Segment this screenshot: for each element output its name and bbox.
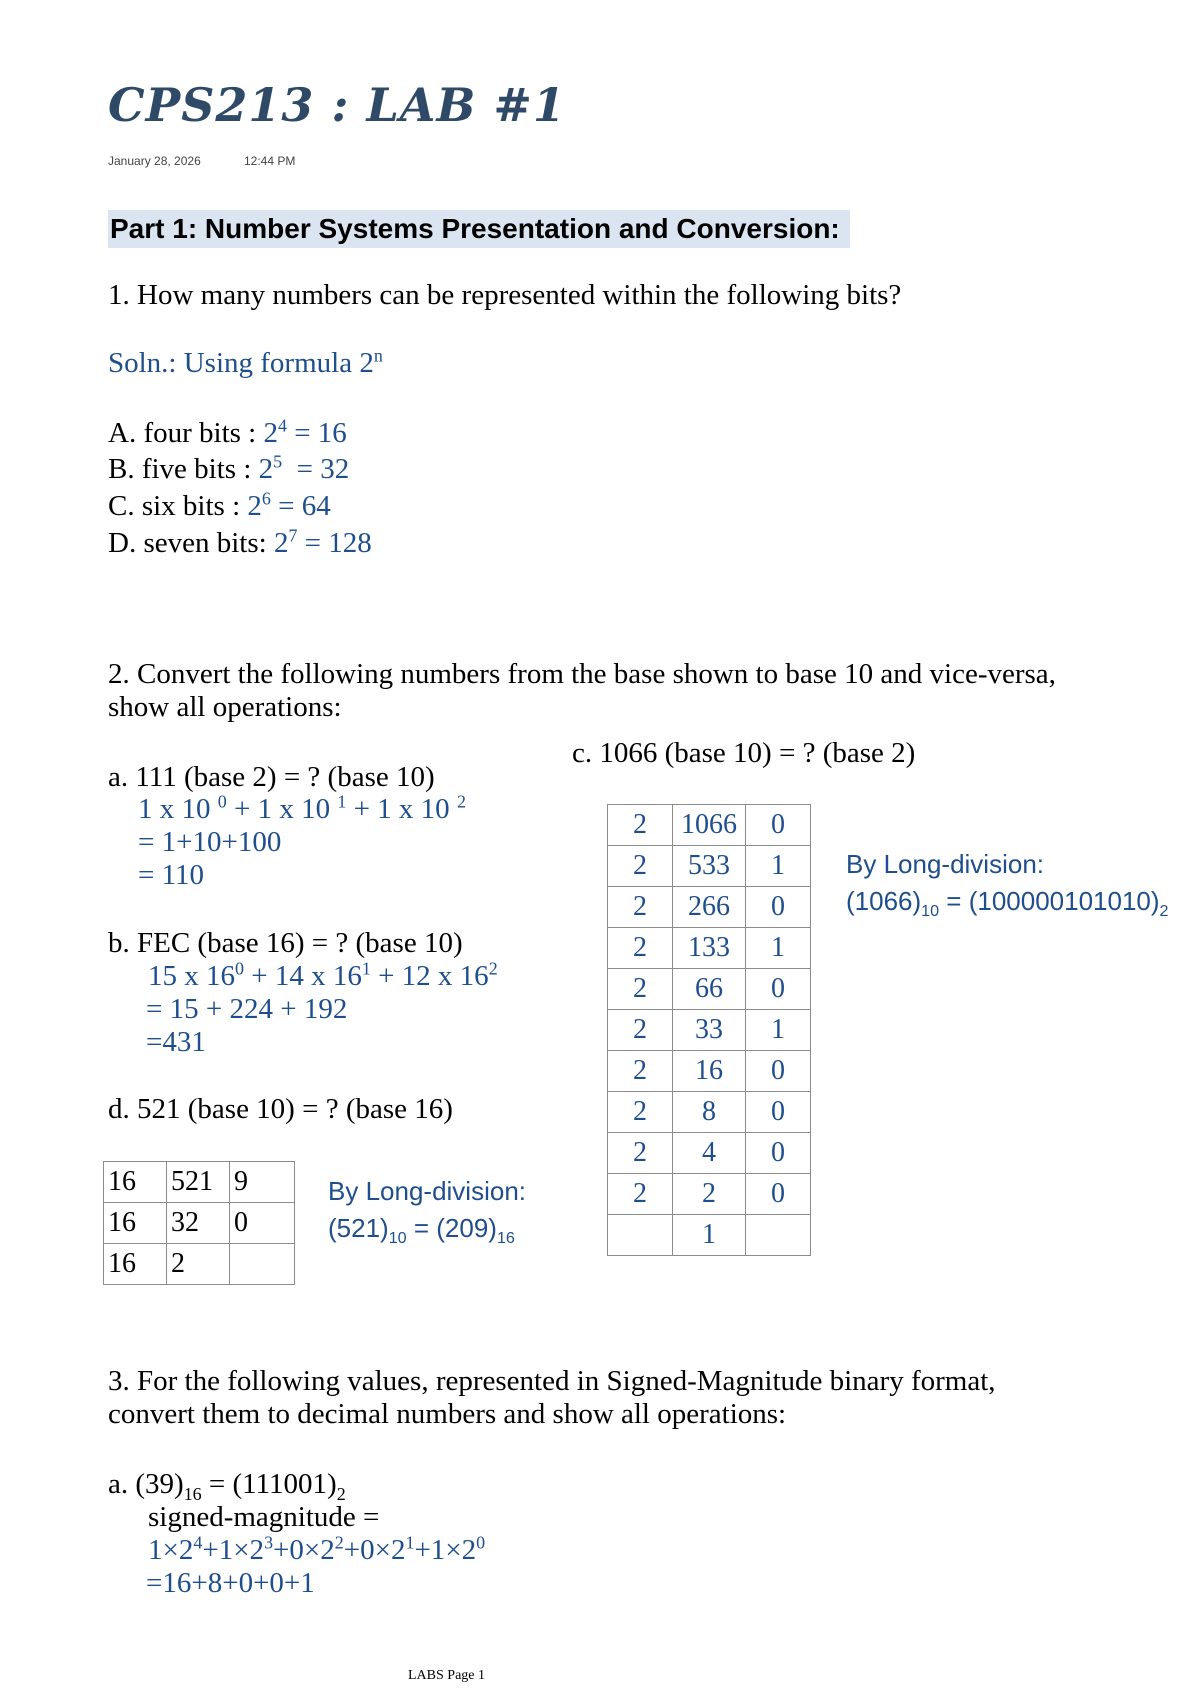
q1-answer-b: B. five bits : $2^5 = 32$: [108, 451, 350, 485]
q2a-working-line2: = 1+10+100: [138, 826, 282, 858]
q2b-working-line1: 15 x $16^0 + 14$ x $16^1 + 12$ x $16^2$: [148, 958, 498, 992]
table-cell: 1: [746, 1010, 811, 1051]
table-cell: 0: [746, 887, 811, 928]
table-row: [608, 1215, 811, 1256]
table-cell: 2: [608, 1092, 673, 1133]
table-cell: 2: [608, 1174, 673, 1215]
table-cell: 33: [673, 1010, 746, 1051]
table-cell: 32: [167, 1203, 230, 1244]
table-cell: 1066: [673, 805, 746, 846]
table-cell: 521: [167, 1162, 230, 1203]
table-row: [608, 1051, 811, 1092]
q2b-question: b. FEC (base 16) = ? (base 10): [108, 927, 463, 959]
table-cell: 0: [746, 805, 811, 846]
page-footer: LABS Page 1: [408, 1668, 485, 1683]
table-cell: 2: [608, 1010, 673, 1051]
table-cell: [608, 1215, 673, 1256]
table-cell: 16: [104, 1162, 167, 1203]
time-stamp: 12:44 PM: [244, 154, 296, 168]
table-cell: 16: [104, 1203, 167, 1244]
table-row: [608, 846, 811, 887]
table-cell: 4: [673, 1133, 746, 1174]
table-cell: 1: [746, 846, 811, 887]
table-cell: 0: [746, 1174, 811, 1215]
table-cell: 2: [608, 846, 673, 887]
table-cell: 2: [167, 1244, 230, 1285]
q3a-question: a. $(39)_{16} = (111001)_2$: [108, 1468, 346, 1504]
q3-question-line1: 3. For the following values, represented in Signed-Magnitude binary format,: [108, 1365, 996, 1397]
q1-answer-c: C. six bits : $2^6 = 64$: [108, 488, 331, 522]
table-row: [104, 1162, 295, 1203]
table-cell: 133: [673, 928, 746, 969]
table-cell: 66: [673, 969, 746, 1010]
table-cell: 16: [104, 1244, 167, 1285]
q3a-working-line1: $1\times 2^4+1\times 2^3+0\times 2^2+0\times 2^1+1\times 2^0$: [148, 1532, 486, 1566]
table-cell: 0: [746, 1051, 811, 1092]
table-row: [608, 928, 811, 969]
q2-question-line1: 2. Convert the following numbers from the base shown to base 10 and vice-versa,: [108, 658, 1056, 690]
q2b-working-line2: = 15 + 224 + 192: [146, 993, 348, 1025]
table-cell: 2: [608, 805, 673, 846]
q2c-note-result: $(1066)_{10} = (100000101010)_2$: [846, 886, 1169, 921]
table-cell: 8: [673, 1092, 746, 1133]
table-cell: 0: [746, 969, 811, 1010]
table-row: [608, 969, 811, 1010]
q2c-note-label: By Long-division:: [846, 849, 1044, 879]
table-cell: [746, 1215, 811, 1256]
table-cell: 0: [746, 1133, 811, 1174]
q2d-note-label: By Long-division:: [328, 1176, 526, 1206]
q3-question-line2: convert them to decimal numbers and show all operations:: [108, 1398, 787, 1430]
table-row: [608, 1133, 811, 1174]
q2d-question: d. 521 (base 10) = ? (base 16): [108, 1093, 453, 1125]
q2c-question: c. 1066 (base 10) = ? (base 2): [572, 737, 916, 769]
table-cell: 2: [608, 1133, 673, 1174]
q3a-working-line2: =16+8+0+0+1: [146, 1567, 315, 1599]
q2a-working-line1: 1 x 10 $^0$ + 1 x 10 $^1$ + 1 x 10 $^2$: [138, 791, 466, 825]
q2d-note-result: $(521)_{10} = (209)_{16}$: [328, 1213, 515, 1248]
part1-heading: Part 1: Number Systems Presentation and Conversion:: [108, 210, 850, 248]
q2a-working-line3: = 110: [138, 859, 205, 891]
table-cell: 2: [608, 1051, 673, 1092]
table-row: [104, 1203, 295, 1244]
table-cell: 533: [673, 846, 746, 887]
date-stamp: January 28, 2026: [108, 154, 201, 168]
q1-question: 1. How many numbers can be represented within the following bits?: [108, 279, 902, 311]
table-row: [104, 1244, 295, 1285]
q1-solution: Soln.: Using formula 2$^n$: [108, 345, 383, 379]
table-cell: 2: [608, 928, 673, 969]
q1-answer-a: A. four bits : $2^4 = 16$: [108, 415, 347, 449]
q2d-division-table: [103, 1161, 295, 1285]
table-cell: 1: [746, 928, 811, 969]
table-cell: 0: [230, 1203, 295, 1244]
table-cell: 16: [673, 1051, 746, 1092]
table-cell: [230, 1244, 295, 1285]
table-row: [608, 1174, 811, 1215]
table-cell: 1: [673, 1215, 746, 1256]
page-title: CPS213 : LAB #1: [108, 78, 566, 132]
table-cell: 9: [230, 1162, 295, 1203]
table-cell: 2: [673, 1174, 746, 1215]
table-row: [608, 1010, 811, 1051]
table-row: [608, 887, 811, 928]
q1-answer-d: D. seven bits: $2^7 = 128$: [108, 525, 372, 559]
q2-question-line2: show all operations:: [108, 691, 342, 723]
table-row: [608, 805, 811, 846]
table-cell: 266: [673, 887, 746, 928]
table-cell: 2: [608, 969, 673, 1010]
q2a-question: a. 111 (base 2) = ? (base 10): [108, 761, 435, 793]
table-row: [608, 1092, 811, 1133]
table-cell: 2: [608, 887, 673, 928]
q3a-signed-magnitude-label: signed-magnitude =: [148, 1501, 380, 1533]
q2c-division-table: [607, 804, 811, 1256]
q2b-working-line3: =431: [146, 1026, 206, 1058]
table-cell: 0: [746, 1092, 811, 1133]
